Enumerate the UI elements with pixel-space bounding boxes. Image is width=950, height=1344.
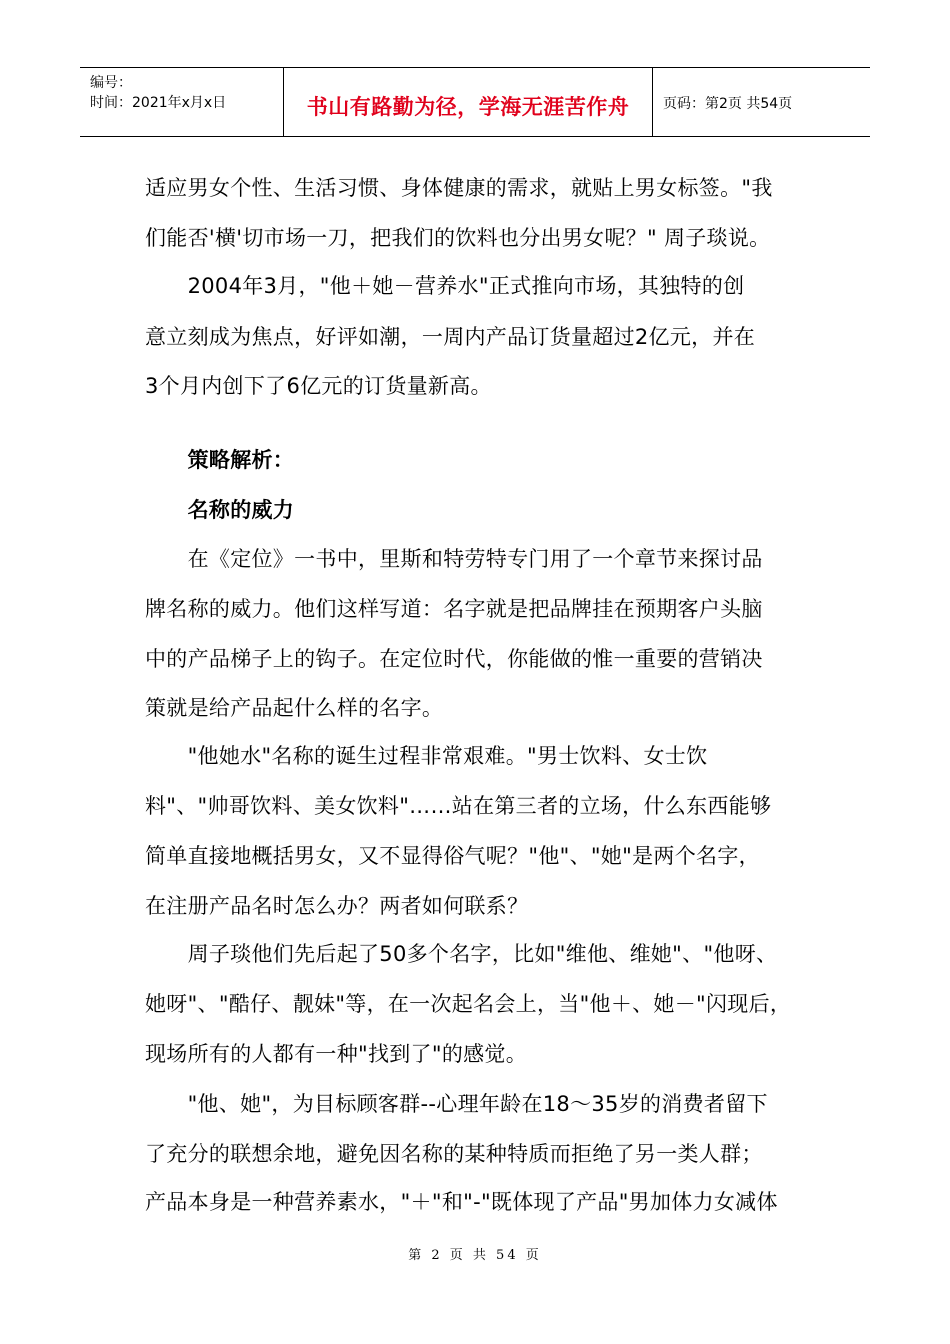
document-header (80, 67, 870, 137)
body-line: 们能否'横'切市场一刀，把我们的饮料也分出男女呢？" 周子琰说。 (145, 226, 771, 250)
body-line: 在《定位》一书中，里斯和特劳特专门用了一个章节来探讨品 (145, 547, 763, 571)
body-line: 她呀"、"酷仔、靓妹"等，在一次起名会上，当"他＋、她－"闪现后， (145, 992, 792, 1016)
body-line: 料"、"帅哥饮料、美女饮料"……站在第三者的立场，什么东西能够 (145, 794, 772, 818)
section-heading: 策略解析： (145, 448, 295, 472)
body-line: 产品本身是一种营养素水，"＋"和"-"既体现了产品"男加体力女减体 (145, 1190, 778, 1214)
page-footer: 第 2 页 共 54 页 (408, 1248, 542, 1263)
header-page-cell (653, 68, 870, 136)
body-line: 意立刻成为焦点，好评如潮，一周内产品订货量超过2亿元，并在 (145, 325, 756, 349)
date-label: 时间：2021年x月x日 (90, 95, 227, 111)
motto-text: 书山有路勤为径，学海无涯苦作舟 (306, 95, 630, 119)
body-line: "他、她"，为目标顾客群--心理年龄在18～35岁的消费者留下 (145, 1092, 768, 1116)
body-line: "他她水"名称的诞生过程非常艰难。"男士饮料、女士饮 (145, 744, 708, 768)
header-motto-cell (284, 68, 653, 136)
body-line: 中的产品梯子上的钩子。在定位时代，你能做的惟一重要的营销决 (145, 647, 763, 671)
subsection-heading: 名称的威力 (145, 498, 295, 522)
number-label: 编号： (90, 75, 132, 91)
page-number-info: 页码：第2页 共54页 (663, 96, 793, 112)
body-line: 周子琰他们先后起了50多个名字，比如"维他、维她"、"他呀、 (145, 942, 778, 966)
body-line: 适应男女个性、生活习惯、身体健康的需求，就贴上男女标签。"我 (145, 176, 773, 200)
body-line: 3个月内创下了6亿元的订货量新高。 (145, 374, 492, 398)
body-line: 现场所有的人都有一种"找到了"的感觉。 (145, 1042, 528, 1066)
body-line: 简单直接地概括男女，又不显得俗气呢？"他"、"她"是两个名字， (145, 844, 760, 868)
header-meta-cell (80, 68, 284, 136)
body-line: 牌名称的威力。他们这样写道：名字就是把品牌挂在预期客户头脑 (145, 597, 763, 621)
body-line: 了充分的联想余地，避免因名称的某种特质而拒绝了另一类人群； (145, 1142, 763, 1166)
body-line: 在注册产品名时怎么办？两者如何联系？ (145, 894, 529, 918)
body-line: 策就是给产品起什么样的名字。 (145, 696, 444, 720)
body-line: 2004年3月，"他＋她－营养水"正式推向市场，其独特的创 (145, 274, 745, 298)
